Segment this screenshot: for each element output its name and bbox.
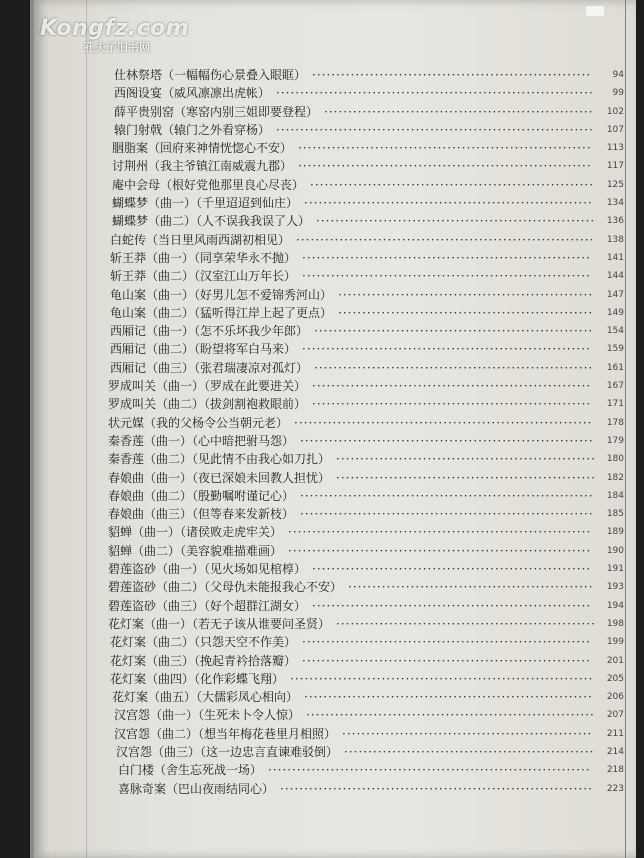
toc-entry-title: 仕林祭塔（一幅幅伤心景叠入眼眶） <box>114 68 307 82</box>
toc-page-number: 147 <box>606 289 624 300</box>
toc-entry-title: 花灯案（曲一）（若无子该从谁要问圣贤） <box>108 616 331 631</box>
toc-dot-leader: ···················································· <box>342 726 593 741</box>
toc-entry <box>108 725 624 743</box>
toc-entry-title: 罗成叫关（曲一）（罗成在此要进关） <box>108 379 307 394</box>
toc-page-number: 171 <box>606 399 624 410</box>
toc-dot-leader: ····························································· <box>298 141 592 156</box>
toc-page-number: 182 <box>606 472 624 483</box>
toc-entry <box>108 249 624 267</box>
toc-entry-title: 貂蝉（曲一）（诸侯败走虎牢关） <box>108 525 283 540</box>
toc-dot-leader: ······················································ <box>336 616 596 631</box>
toc-page-number: 107 <box>606 124 624 135</box>
toc-entry-title: 汉宫怨（曲一）（生死未卜令人惊） <box>114 708 301 723</box>
toc-page-number: 125 <box>606 179 624 190</box>
toc-entry-title: 斩王莽（曲二）（汉室江山万年长） <box>110 269 297 284</box>
toc-entry-title: 春娘曲（曲三）（但等春来发新枝） <box>108 507 295 522</box>
toc-entry-title: 白蛇传（当日里风雨西湖初相见） <box>110 232 291 247</box>
toc-dot-leader: ························································ <box>324 104 594 119</box>
toc-page-number: 193 <box>606 582 624 593</box>
toc-dot-leader: ····························································· <box>300 488 594 503</box>
toc-dot-leader: ···························································· <box>302 250 591 265</box>
toc-entry-title: 蝴蝶梦（曲二）（人不误我我误了人） <box>112 214 311 229</box>
toc-entry-title: 西厢记（曲三）（张君瑞凄凉对孤灯） <box>110 360 309 375</box>
toc-dot-leader: ··························································· <box>310 177 595 192</box>
toc-entry <box>108 505 624 523</box>
toc-dot-leader: ···························································· <box>304 196 593 211</box>
toc-page-number: 136 <box>606 216 624 227</box>
toc-entry <box>108 121 624 139</box>
toc-page-number: 94 <box>612 70 624 80</box>
toc-dot-leader: ·························································· <box>314 324 594 339</box>
toc-page-number: 218 <box>606 765 624 776</box>
toc-dot-leader: ·························································· <box>312 598 592 613</box>
toc-entry-title: 罗成叫关（曲二）（拔剑割袍救眼前） <box>108 397 307 412</box>
toc-entry <box>108 176 624 194</box>
corner-mark <box>586 6 604 16</box>
toc-entry-title: 碧莲盗砂（曲二）（父母仇未能报我心不安） <box>108 580 343 595</box>
toc-page-number: 167 <box>606 381 624 392</box>
toc-entry-title: 薛平贵别窑（寒窑内别三姐即要登程） <box>114 104 319 119</box>
toc-entry <box>108 523 624 541</box>
toc-page-number: 149 <box>606 307 624 318</box>
toc-entry <box>108 542 624 560</box>
toc-page-number: 154 <box>606 326 624 337</box>
toc-entry <box>108 761 624 779</box>
toc-dot-leader: ·························································· <box>316 214 596 229</box>
toc-entry <box>108 377 624 395</box>
toc-page-number: 205 <box>606 673 624 684</box>
toc-entry-title: 胭脂案（回府来神情恍惚心不安） <box>112 141 293 156</box>
toc-entry-title: 西阁设宴（威风凛凛出虎帐） <box>114 86 271 101</box>
toc-entry <box>108 432 624 450</box>
toc-dot-leader: ······························································· <box>288 525 592 540</box>
toc-page-number: 194 <box>606 600 624 611</box>
toc-entry <box>108 652 624 670</box>
toc-page-number: 178 <box>606 417 624 428</box>
toc-page-number: 161 <box>606 362 624 373</box>
toc-page-number: 199 <box>606 637 624 648</box>
toc-page-number: 138 <box>606 234 624 245</box>
spine-shadow <box>86 0 87 858</box>
toc-entry-title: 花灯案（曲四）（化作彩蝶飞翔） <box>110 671 285 686</box>
toc-entry-title: 状元媒（我的父杨令公当朝元老） <box>108 415 289 430</box>
toc-entry-title: 碧莲盗砂（曲一）（见火场如见棺椁） <box>108 562 307 577</box>
toc-dot-leader: ·························································· <box>312 562 592 577</box>
toc-dot-leader: ··································································· <box>268 763 591 778</box>
toc-entry-title: 花灯案（曲三）（挽起青衿拾落瓣） <box>110 653 297 668</box>
toc-dot-leader: ····················································· <box>338 287 594 302</box>
toc-entry <box>108 780 624 798</box>
toc-entry <box>108 157 624 175</box>
toc-entry <box>108 194 624 212</box>
toc-entry-title: 龟山案（曲一）（好男儿怎不爱锦秀河山） <box>110 287 333 302</box>
toc-dot-leader: ····················································· <box>338 305 594 320</box>
toc-page-number: 184 <box>606 490 624 501</box>
toc-page-number: 144 <box>606 271 624 282</box>
toc-entry <box>108 340 624 358</box>
toc-dot-leader: ······························································ <box>296 232 595 247</box>
toc-dot-leader: ·························································· <box>312 68 592 82</box>
table-of-contents <box>108 66 624 798</box>
toc-entry <box>108 670 624 688</box>
toc-page-number: 211 <box>606 728 624 739</box>
toc-entry-title: 春娘曲（曲一）（夜已深娘未回教人担忧） <box>108 470 331 485</box>
toc-entry-title: 辕门射戟（辕门之外看穿杨） <box>114 122 271 137</box>
toc-entry <box>108 103 624 121</box>
toc-entry-title: 西厢记（曲二）（盼望将军白马来） <box>110 342 297 357</box>
toc-entry-title: 汉宫怨（曲二）（想当年梅花巷里月相照） <box>114 726 337 741</box>
toc-entry <box>108 560 624 578</box>
toc-page-number: 134 <box>606 198 624 209</box>
toc-entry-title: 喜脉奇案（巴山夜雨结同心） <box>118 781 275 796</box>
toc-entry-title: 斩王莽（曲一）（同享荣华永不抛） <box>110 250 297 265</box>
toc-dot-leader: ······························································· <box>290 671 594 686</box>
toc-entry <box>108 66 624 84</box>
toc-dot-leader: ······················································ <box>336 470 596 485</box>
toc-dot-leader: ······························································· <box>288 543 592 558</box>
toc-entry-title: 蝴蝶梦（曲一）（千里迢迢到仙庄） <box>112 196 299 211</box>
toc-entry <box>108 633 624 651</box>
toc-entry <box>108 139 624 157</box>
toc-entry-title: 庵中会母（根好党他那里良心尽丧） <box>112 177 305 192</box>
toc-entry-title: 花灯案（曲二）（只怨天空不作美） <box>110 635 297 650</box>
toc-entry-title: 龟山案（曲二）（猛听得江岸上起了更点） <box>110 305 333 320</box>
toc-dot-leader: ·························································· <box>312 397 592 412</box>
toc-entry <box>108 578 624 596</box>
toc-entry-title: 白门楼（舍生忘死战一场） <box>118 763 263 778</box>
toc-dot-leader: ···························································· <box>302 342 591 357</box>
toc-dot-leader: ·························································· <box>314 360 594 375</box>
toc-entry <box>108 304 624 322</box>
toc-dot-leader: ···························································· <box>302 269 591 284</box>
toc-page-number: 113 <box>606 143 624 154</box>
toc-page-number: 179 <box>606 435 624 446</box>
toc-entry-title: 花灯案（曲五）（大儒彩凤心相向） <box>112 690 299 705</box>
toc-page-number: 190 <box>606 545 624 556</box>
toc-page-number: 180 <box>606 454 624 465</box>
toc-entry-title: 碧莲盗砂（曲三）（好个超群江湖女） <box>108 598 307 613</box>
toc-entry <box>108 322 624 340</box>
toc-entry <box>108 414 624 432</box>
toc-page-number: 223 <box>606 783 624 794</box>
toc-dot-leader: ····························································· <box>300 433 594 448</box>
toc-dot-leader: ·································································· <box>276 86 594 101</box>
toc-page-number: 206 <box>606 692 624 703</box>
watermark-sub-text: 孔夫子旧书网 <box>84 41 150 54</box>
toc-dot-leader: ··················································· <box>348 580 594 595</box>
toc-page-number: 99 <box>612 88 624 99</box>
toc-entry <box>108 231 624 249</box>
toc-page-number: 198 <box>606 618 624 629</box>
toc-page-number: 117 <box>606 161 624 172</box>
toc-page-number: 141 <box>606 252 624 263</box>
toc-entry <box>108 487 624 505</box>
toc-page-number: 201 <box>606 655 624 666</box>
toc-entry <box>108 688 624 706</box>
toc-entry <box>108 450 624 468</box>
toc-dot-leader: ······················································ <box>336 452 596 467</box>
toc-entry <box>108 597 624 615</box>
toc-entry <box>108 212 624 230</box>
toc-dot-leader: ···················································· <box>344 744 595 759</box>
toc-entry-title: 讨荆州（我主爷镇江南威震九郡） <box>112 159 293 174</box>
toc-entry <box>108 706 624 724</box>
toc-entry-title: 春娘曲（曲二）（殷勤嘱咐谨记心） <box>108 488 295 503</box>
toc-dot-leader: ···························································· <box>306 708 595 723</box>
toc-entry-title: 秦香莲（曲二）（见此情不由我心如刀扎） <box>108 452 331 467</box>
toc-entry-title: 西厢记（曲一）（怎不乐坏我少年郎） <box>110 324 309 339</box>
toc-dot-leader: ····························································· <box>300 507 594 522</box>
toc-page-number: 189 <box>606 527 624 538</box>
toc-entry <box>108 286 624 304</box>
toc-dot-leader: ····························································· <box>298 159 592 174</box>
toc-dot-leader: ···························································· <box>302 635 591 650</box>
toc-page-number: 102 <box>606 106 624 117</box>
toc-entry <box>108 743 624 761</box>
toc-entry-title: 秦香莲（曲一）（心中暗把驸马怨） <box>108 433 295 448</box>
toc-dot-leader: ···························································· <box>304 690 593 705</box>
toc-page-number: 185 <box>606 509 624 520</box>
toc-page-number: 191 <box>606 564 624 575</box>
toc-dot-leader: ································································· <box>280 781 593 796</box>
toc-page-number: 159 <box>606 344 624 355</box>
toc-entry <box>108 469 624 487</box>
toc-entry-title: 汉宫怨（曲三）（这一边忠言直谏难驳倒） <box>116 744 339 759</box>
toc-page-number: 207 <box>606 710 624 721</box>
toc-dot-leader: ·································································· <box>276 122 594 137</box>
watermark-main-text: Kongfz.com <box>40 16 190 41</box>
toc-page-number: 214 <box>606 746 624 757</box>
toc-entry-title: 貂蝉（曲二）（美容貌难描难画） <box>108 543 283 558</box>
toc-dot-leader: ······························································ <box>294 415 593 430</box>
toc-entry <box>108 84 624 102</box>
toc-entry <box>108 359 624 377</box>
page-border-line <box>625 0 626 858</box>
toc-entry <box>108 615 624 633</box>
site-watermark <box>40 18 189 53</box>
toc-entry <box>108 395 624 413</box>
toc-dot-leader: ·························································· <box>312 379 592 394</box>
toc-entry <box>108 267 624 285</box>
toc-dot-leader: ···························································· <box>302 653 591 668</box>
